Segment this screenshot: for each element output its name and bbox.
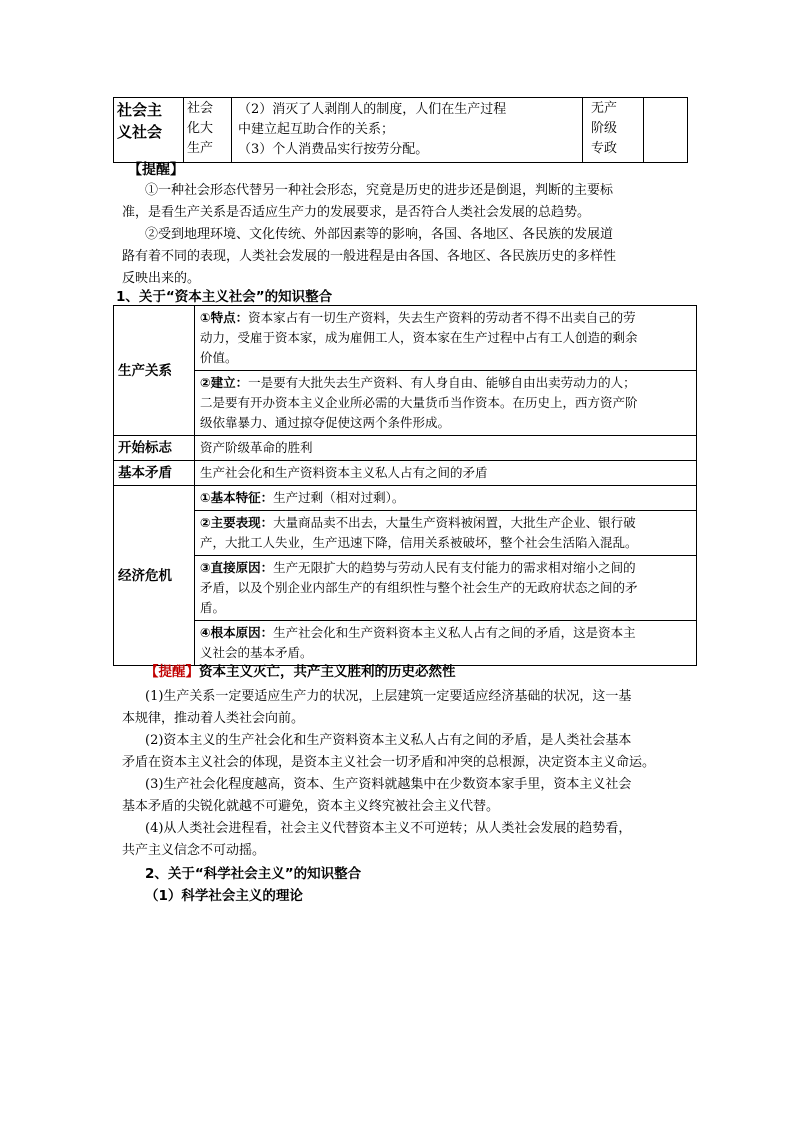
cell-text: 生产社会化和生产资料资本主义私人占有之间的矛盾 [200, 465, 488, 480]
table-row [114, 461, 697, 486]
cell-key: ②建立： [200, 375, 249, 390]
text-line: 生产 [187, 141, 214, 156]
tip2-item-4-cont [122, 840, 265, 862]
row-label: 经济危机 [114, 486, 195, 666]
table-cell [195, 461, 697, 486]
cell-text: 生产社会化和生产资料资本主义私人占有之间的矛盾，这是资本主 [273, 625, 636, 640]
text-line: 本规律，推动着人类社会向前。 [122, 711, 305, 726]
tip2-item-1 [145, 686, 631, 708]
cell-text: 生产无限扩大的趋势与劳动人民有支付能力的需求相对缩小之间的 [273, 560, 636, 575]
text-line: 阶级 [591, 121, 618, 136]
table-cell [195, 621, 697, 666]
cell-key: ③直接原因： [200, 560, 274, 575]
top-table-col2 [184, 98, 232, 163]
tip-paragraph-2-cont [122, 246, 616, 290]
text-line: ②受到地理环境、文化传统、外部因素等的影响，各国、各地区、各民族的发展道 [145, 227, 614, 242]
text-line: ①一种社会形态代替另一种社会形态，究竟是历史的进步还是倒退，判断的主要标 [145, 183, 614, 198]
tip2-item-1-cont [122, 708, 304, 730]
tip2-item-2 [145, 730, 631, 752]
cell-text: 资产阶级革命的胜利 [200, 440, 313, 455]
text-line: (4)从人类社会进程看，社会主义代替资本主义不可逆转；从人类社会发展的趋势看， [145, 821, 632, 836]
row-label: 生产关系 [114, 306, 195, 436]
text-line: 社会主 [117, 101, 163, 119]
cell-key: ①基本特征： [200, 490, 274, 505]
text-line: 无产 [591, 101, 618, 116]
text-line: 专政 [591, 141, 618, 156]
text-line: 社会 [187, 101, 214, 116]
table-cell [195, 556, 697, 621]
section-2-subtitle: （1）科学社会主义的理论 [145, 888, 303, 904]
text-line: 共产主义信念不可动摇。 [122, 843, 266, 858]
cell-text: 盾。 [200, 600, 226, 615]
row-label: 基本矛盾 [114, 461, 195, 486]
table-row [114, 436, 697, 461]
tip2-item-2-cont [122, 752, 655, 774]
cell-text: 动力，受雇于资本家，成为雇佣工人，资本家在生产过程中占有工人创造的剩余 [200, 330, 638, 345]
tip-title: 资本主义灭亡，共产主义胜利的历史必然性 [199, 664, 456, 680]
table-row [114, 511, 697, 556]
table-cell [195, 306, 697, 371]
tip-heading: 【提醒】 [128, 162, 184, 178]
table-cell [195, 436, 697, 461]
cell-text: 价值。 [200, 350, 238, 365]
cell-text: 资本家占有一切生产资料，失去生产资料的劳动者不得不出卖自己的劳 [248, 310, 636, 325]
cell-key: ④根本原因： [200, 625, 274, 640]
top-table-col4 [583, 98, 644, 163]
cell-text: 生产过剩（相对过剩）。 [273, 490, 405, 505]
section-2-title: 2、关于“科学社会主义”的知识整合 [145, 866, 362, 882]
text-line: (1)生产关系一定要适应生产力的状况，上层建筑一定要适应经济基础的状况，这一基 [145, 689, 632, 704]
table-row [114, 306, 697, 371]
section-1-title: 1、关于“资本主义社会”的知识整合 [116, 289, 333, 305]
cell-key: ①特点： [200, 310, 249, 325]
text-line: 反映出来的。 [122, 271, 201, 286]
text-line: (3)生产社会化程度越高，资本、生产资料就越集中在少数资本家手里，资本主义社会 [145, 777, 632, 792]
text-line: 准，是看生产关系是否适应生产力的发展要求，是否符合人类社会发展的总趋势。 [122, 205, 591, 220]
table-row [114, 556, 697, 621]
cell-text: 大量商品卖不出去，大量生产资料被闲置，大批生产企业、银行破 [273, 515, 636, 530]
text-line: （2）消灭了人剥削人的制度，人们在生产过程 [238, 102, 507, 117]
text-line: 路有着不同的表现，人类社会发展的一般进程是由各国、各地区、各民族历史的多样性 [122, 249, 617, 264]
table-cell [195, 511, 697, 556]
table-row [114, 621, 697, 666]
table-cell [195, 371, 697, 436]
top-table [113, 97, 688, 163]
text-line: （3）个人消费品实行按劳分配。 [238, 142, 429, 157]
text-line: (2)资本主义的生产社会化和生产资料资本主义私人占有之间的矛盾，是人类社会基本 [145, 733, 632, 748]
tip-paragraph-1 [145, 180, 613, 202]
row-label: 开始标志 [114, 436, 195, 461]
cell-text: 矛盾，以及个别企业内部生产的有组织性与整个社会生产的无政府状态之间的矛 [200, 580, 638, 595]
tip-2-heading [145, 660, 456, 680]
cell-text: 一是要有大批失去生产资料、有人身自由、能够自由出卖劳动力的人； [248, 375, 636, 390]
capitalism-table [113, 305, 697, 666]
cell-text: 级依靠暴力、通过掠夺促使这两个条件形成。 [200, 415, 451, 430]
table-row [114, 486, 697, 511]
text-line: 矛盾在资本主义社会的体现，是资本主义社会一切矛盾和冲突的总根源，决定资本主义命运。 [122, 755, 656, 770]
table-row [114, 371, 697, 436]
cell-key: ②主要表现： [200, 515, 274, 530]
top-table-col3 [232, 98, 583, 163]
text-line: 化大 [187, 121, 214, 136]
cell-text: 产，大批工人失业，生产迅速下降，信用关系被破坏，整个社会生活陷入混乱。 [200, 535, 638, 550]
tip-paragraph-2 [145, 224, 613, 246]
text-line: 中建立起互助合作的关系； [238, 122, 395, 137]
text-line: 基本矛盾的尖锐化就越不可避免，资本主义终究被社会主义代替。 [122, 799, 500, 814]
top-table-col5 [644, 98, 688, 163]
text-line: 义社会 [117, 123, 163, 141]
table-cell [195, 486, 697, 511]
tip-paragraph-1-cont [122, 202, 590, 224]
cell-text: 义社会的基本矛盾。 [200, 645, 313, 660]
top-table-col1 [114, 98, 184, 163]
tip2-item-4 [145, 818, 631, 840]
tip2-item-3-cont [122, 796, 499, 818]
tip2-item-3 [145, 774, 631, 796]
cell-text: 二是要有开办资本主义企业所必需的大量货币当作资本。在历史上，西方资产阶 [200, 395, 638, 410]
tip-tag: 【提醒】 [145, 664, 199, 680]
